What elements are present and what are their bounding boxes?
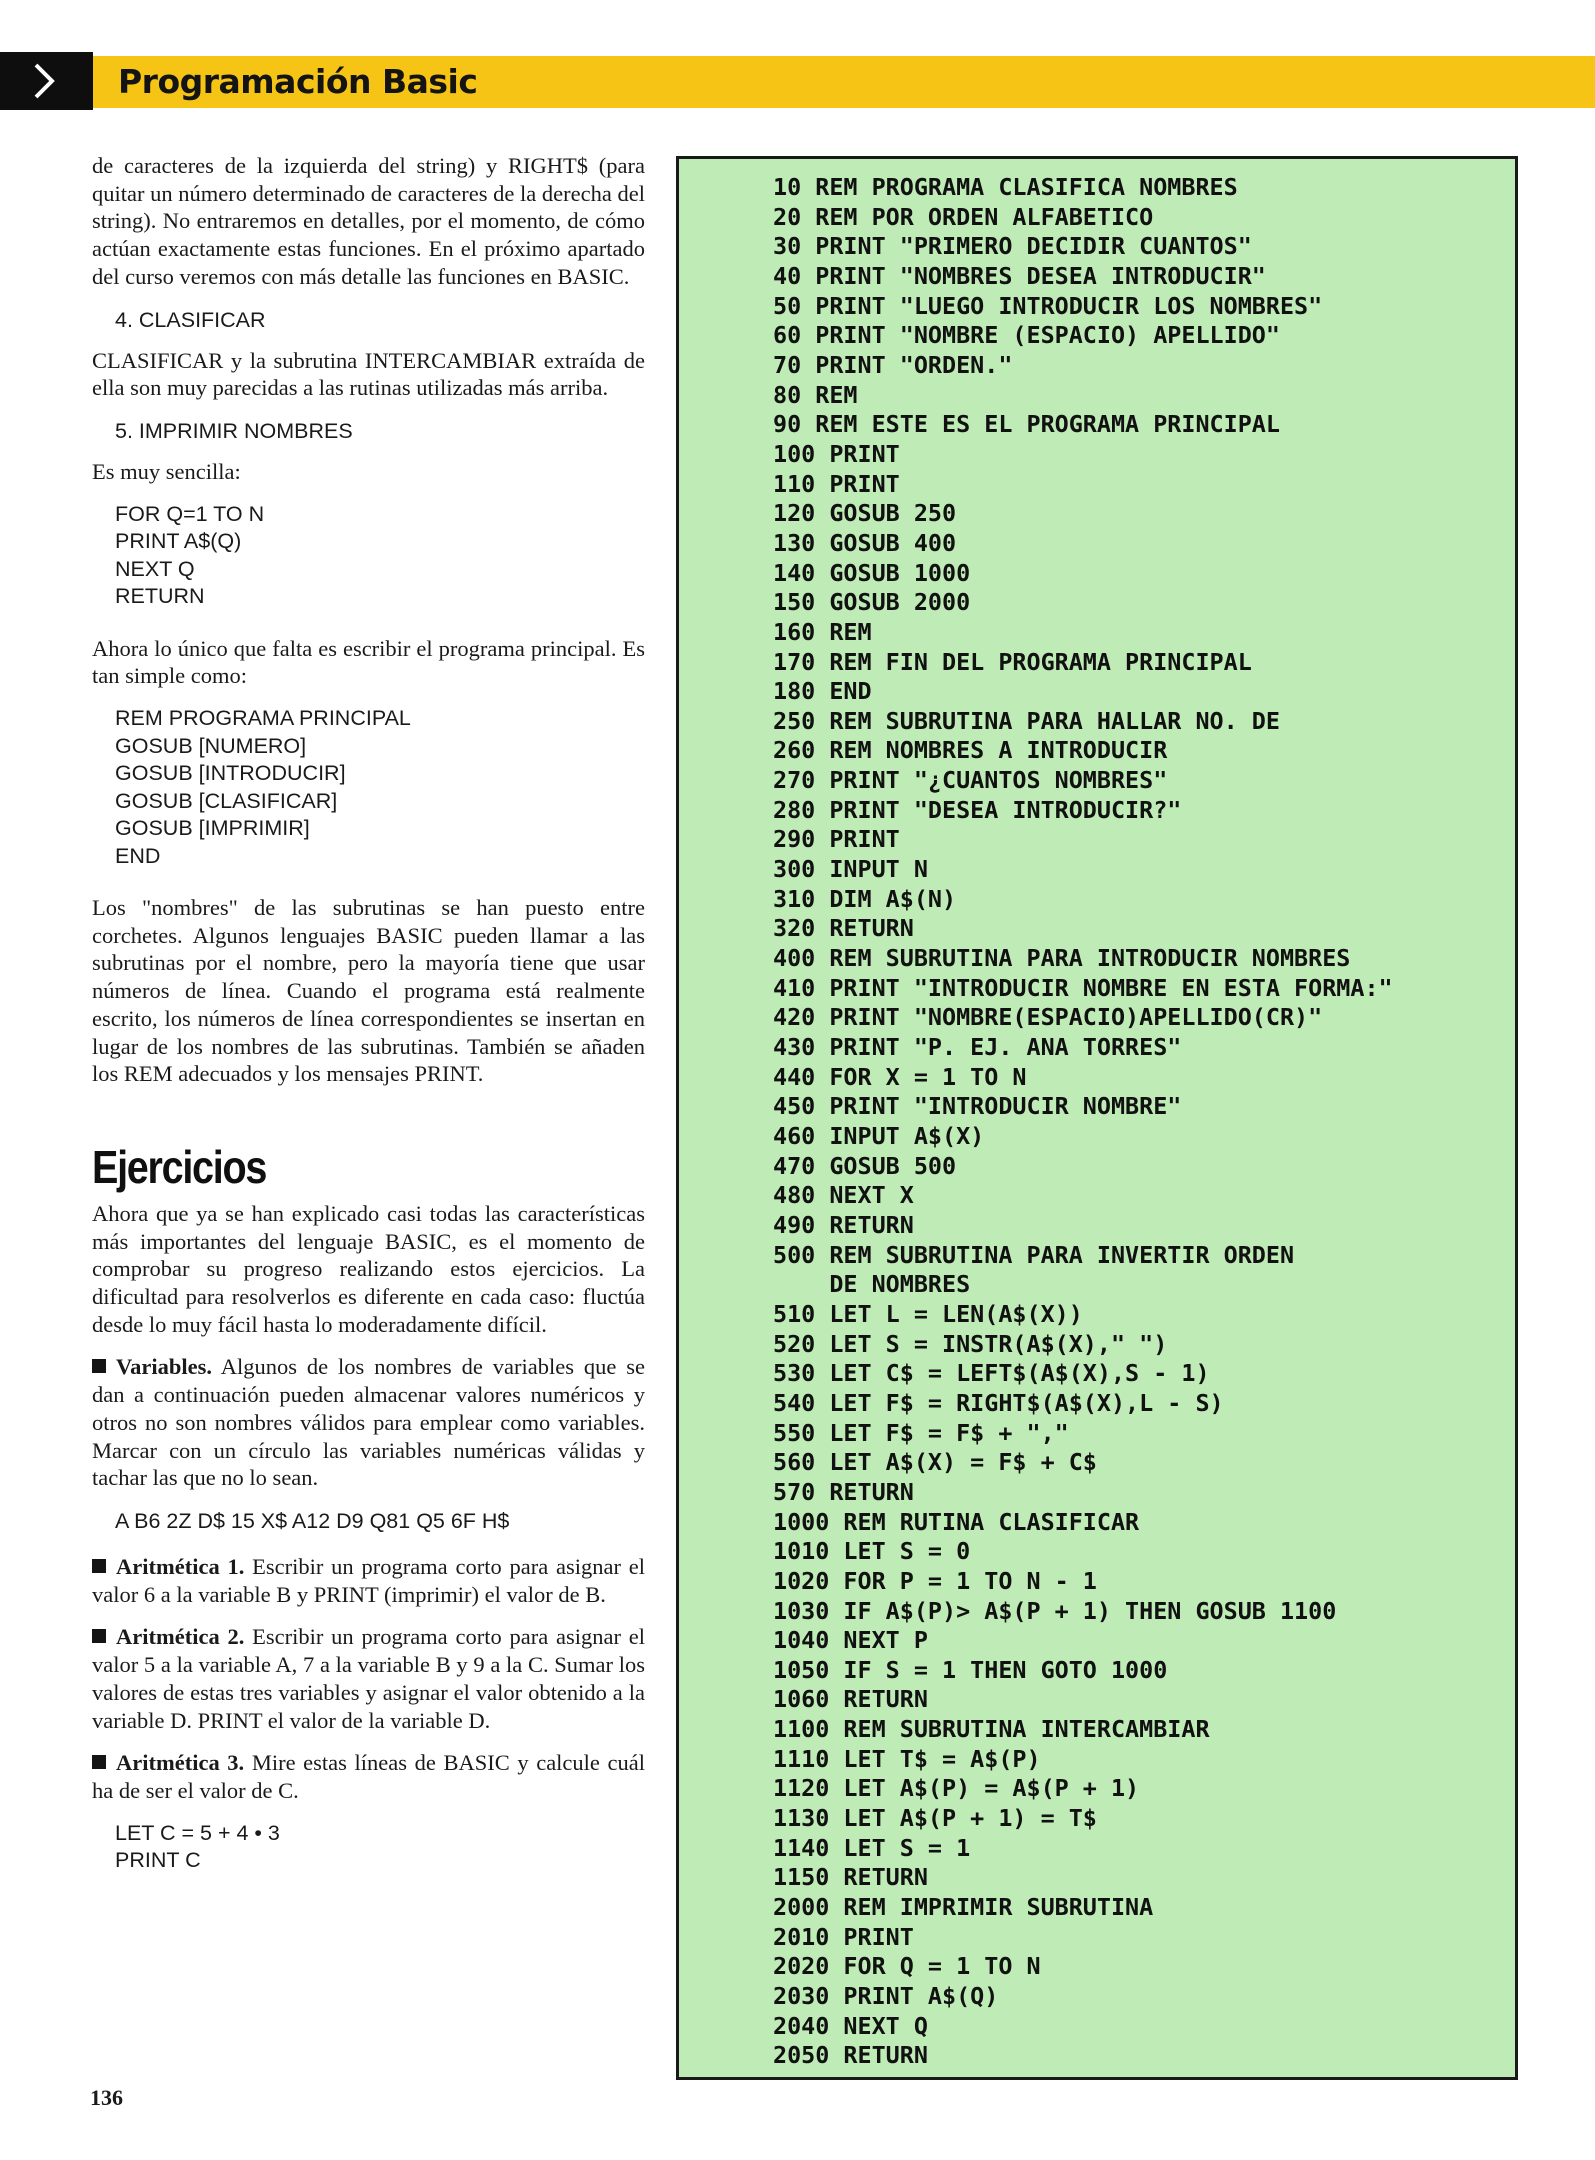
code-line: END <box>115 843 161 868</box>
listing-line: 250 REM SUBRUTINA PARA HALLAR NO. DE <box>773 706 1280 735</box>
code-line: GOSUB [IMPRIMIR] <box>115 816 310 841</box>
listing-line: 1050 IF S = 1 THEN GOTO 1000 <box>773 1655 1168 1684</box>
exercise-title: Aritmética 2. <box>116 1624 245 1650</box>
listing-line: 260 REM NOMBRES A INTRODUCIR <box>773 736 1168 765</box>
code-line: REM PROGRAMA PRINCIPAL <box>115 706 411 731</box>
bullet-icon <box>92 1755 106 1769</box>
exercise-variables <box>92 1353 645 1492</box>
paragraph-nombres: Los "nombres" de las subrutinas se han puesto entre corchetes. Algunos lenguajes BASIC pueden llamar a las subrutinas por el nombre, pero la mayoría tiene que usar números de línea. Cuando el programa está realmente escrito, los números de línea correspondientes se insertan en lugar de los nombres de las subrutinas. También se añaden los REM adecuados y los mensajes PRINT. <box>92 895 645 1087</box>
code-line: LET C = 5 + 4 • 3 <box>115 1820 280 1845</box>
listing-line: 290 PRINT <box>773 825 900 854</box>
code-line: NEXT Q <box>115 556 195 581</box>
listing-line: 410 PRINT "INTRODUCIR NOMBRE EN ESTA FORMA:" <box>773 973 1393 1002</box>
left-column <box>92 152 645 1899</box>
listing-line: 1010 LET S = 0 <box>773 1537 971 1566</box>
listing-line: 2050 RETURN <box>773 2041 928 2070</box>
listing-line: 1150 RETURN <box>773 1863 928 1892</box>
listing-line: 180 END <box>773 677 872 706</box>
exercise-title: Variables. <box>116 1354 213 1380</box>
listing-line: 490 RETURN <box>773 1210 914 1239</box>
listing-line: 460 INPUT A$(X) <box>773 1122 985 1150</box>
heading-imprimir: 5. IMPRIMIR NOMBRES <box>115 418 353 443</box>
exercise-text: Algunos de los nombres de variables que se dan a continuación pueden almacenar valores numéricos y otros no son nombres válidos para emplear como variables. Marcar con un círculo las variables numéricas válidas y tachar las que no lo sean. <box>92 1354 645 1491</box>
variables-list: A B6 2Z D$ 15 X$ A12 D9 Q81 Q5 6F H$ <box>115 1508 510 1533</box>
listing-line: 170 REM FIN DEL PROGRAMA PRINCIPAL <box>773 647 1252 676</box>
listing-line: 70 PRINT "ORDEN." <box>773 350 1013 379</box>
header-title: Programación Basic <box>118 62 478 101</box>
listing-line: 90 REM ESTE ES EL PROGRAMA PRINCIPAL <box>773 410 1280 439</box>
listing-line: 1100 REM SUBRUTINA INTERCAMBIAR <box>773 1715 1210 1744</box>
listing-line: 50 PRINT "LUEGO INTRODUCIR LOS NOMBRES" <box>773 291 1323 320</box>
paragraph-intro: de caracteres de la izquierda del string) y RIGHT$ (para quitar un número determinado de caracteres de la derecha del string). No entraremos en detalles, por el momento, de cómo actúan exactamente estas funciones. En el próximo apartado del curso veremos con más detalle las funciones en BASIC. <box>92 153 645 289</box>
listing-line: 2000 REM IMPRIMIR SUBRUTINA <box>773 1893 1154 1922</box>
listing-line: 300 INPUT N <box>773 855 928 884</box>
listing-line: 2020 FOR Q = 1 TO N <box>773 1952 1041 1981</box>
paragraph-clasificar: CLASIFICAR y la subrutina INTERCAMBIAR extraída de ella son muy parecidas a las rutinas utilizadas más arriba. <box>92 347 645 401</box>
listing-line: 60 PRINT "NOMBRE (ESPACIO) APELLIDO" <box>773 321 1280 350</box>
exercise-aritmetica-2 <box>92 1623 645 1734</box>
exercise-text: Mire estas líneas de BASIC y calcule cuál ha de ser el valor de C. <box>92 1750 645 1803</box>
exercise-aritmetica-1 <box>92 1553 645 1608</box>
listing-line: 80 REM <box>773 380 858 409</box>
heading-clasificar: 4. CLASIFICAR <box>115 307 266 332</box>
bullet-icon <box>92 1559 106 1573</box>
listing-line: 20 REM POR ORDEN ALFABETICO <box>773 202 1154 231</box>
listing-line: 430 PRINT "P. EJ. ANA TORRES" <box>773 1033 1182 1062</box>
listing-line: 1120 LET A$(P) = A$(P + 1) <box>773 1774 1140 1803</box>
code-line: GOSUB [INTRODUCIR] <box>115 761 346 786</box>
listing-line: 1130 LET A$(P + 1) = T$ <box>773 1804 1097 1833</box>
listing-line: 270 PRINT "¿CUANTOS NOMBRES" <box>773 766 1168 795</box>
bullet-icon <box>92 1629 106 1643</box>
listing-line: 400 REM SUBRUTINA PARA INTRODUCIR NOMBRES <box>773 944 1351 973</box>
listing-line: 500 REM SUBRUTINA PARA INVERTIR ORDEN <box>773 1240 1295 1269</box>
listing-line: 140 GOSUB 1000 <box>773 558 971 587</box>
listing-line: 560 LET A$(X) = F$ + C$ <box>773 1448 1097 1477</box>
listing-line: 1020 FOR P = 1 TO N - 1 <box>773 1566 1097 1595</box>
code-imprimir <box>115 501 645 611</box>
listing-line: 420 PRINT "NOMBRE(ESPACIO)APELLIDO(CR)" <box>773 1003 1323 1032</box>
listing-line: 2030 PRINT A$(Q) <box>773 1982 999 2011</box>
listing-line: 2010 PRINT <box>773 1922 914 1951</box>
listing-line: 280 PRINT "DESEA INTRODUCIR?" <box>773 795 1182 824</box>
listing-line: 480 NEXT X <box>773 1181 914 1210</box>
listing-line: 160 REM <box>773 617 872 646</box>
listing-line: 470 GOSUB 500 <box>773 1151 957 1180</box>
code-line: RETURN <box>115 584 205 609</box>
paragraph-principal: Ahora lo único que falta es escribir el programa principal. Es tan simple como: <box>92 635 645 689</box>
bullet-icon <box>92 1359 106 1373</box>
listing-line: 1030 IF A$(P)> A$(P + 1) THEN GOSUB 1100 <box>773 1596 1337 1625</box>
chevron-right-icon <box>24 63 64 99</box>
code-line: PRINT C <box>115 1848 201 1873</box>
program-listing-box <box>676 156 1518 2080</box>
listing-line: 1000 REM RUTINA CLASIFICAR <box>773 1507 1140 1536</box>
paragraph-ejercicios-intro: Ahora que ya se han explicado casi todas las características más importantes del lenguaje BASIC, es el momento de comprobar su progreso realizando estos ejercicios. La dificultad para resolverlos es diferente en cada caso: fluctúa desde lo muy fácil hasta lo moderadamente difícil. <box>92 1200 645 1337</box>
listing-line: 110 PRINT <box>773 469 900 498</box>
exercise-text: Escribir un programa corto para asignar el valor 6 a la variable B y PRINT (imprimir) el valor de B. <box>92 1553 645 1607</box>
exercise-title: Aritmética 1. <box>116 1553 245 1579</box>
listing-line: 510 LET L = LEN(A$(X)) <box>773 1299 1083 1328</box>
section-title-ejercicios: Ejercicios <box>92 1140 267 1193</box>
listing-line: 30 PRINT "PRIMERO DECIDIR CUANTOS" <box>773 232 1252 261</box>
listing-line: 1060 RETURN <box>773 1685 928 1714</box>
code-principal <box>115 705 645 870</box>
listing-line: 2040 NEXT Q <box>773 2011 928 2040</box>
listing-line: 10 REM PROGRAMA CLASIFICA NOMBRES <box>773 173 1238 201</box>
paragraph-sencilla: Es muy sencilla: <box>92 458 241 484</box>
listing-line: 320 RETURN <box>773 914 914 943</box>
listing-line: 130 GOSUB 400 <box>773 528 957 557</box>
listing-line: 120 GOSUB 250 <box>773 499 957 528</box>
code-line: FOR Q=1 TO N <box>115 501 265 526</box>
listing-line: 40 PRINT "NOMBRES DESEA INTRODUCIR" <box>773 261 1266 290</box>
exercise-title: Aritmética 3. <box>116 1750 245 1776</box>
listing-line: 530 LET C$ = LEFT$(A$(X),S - 1) <box>773 1359 1210 1388</box>
code-line: GOSUB [NUMERO] <box>115 733 307 758</box>
page-number: 136 <box>90 2085 123 2110</box>
exercise-text: Escribir un programa corto para asignar el valor 5 a la variable A, 7 a la variable B y 9 a la C. Sumar los valores de estas tres variables y asignar el valor obtenido a la variable D. PRINT el valor de la variable D. <box>92 1624 645 1733</box>
listing-line: 540 LET F$ = RIGHT$(A$(X),L - S) <box>773 1388 1224 1417</box>
exercise-aritmetica-3 <box>92 1749 645 1804</box>
listing-line: 1110 LET T$ = A$(P) <box>773 1744 1041 1773</box>
listing-line: 1140 LET S = 1 <box>773 1833 971 1862</box>
listing-line: 550 LET F$ = F$ + "," <box>773 1418 1069 1447</box>
listing-line: 450 PRINT "INTRODUCIR NOMBRE" <box>773 1092 1182 1121</box>
listing-line: 1040 NEXT P <box>773 1626 928 1655</box>
listing-line: DE NOMBRES <box>773 1270 971 1299</box>
chevron-box <box>0 52 93 110</box>
listing-line: 570 RETURN <box>773 1477 914 1506</box>
listing-line: 150 GOSUB 2000 <box>773 588 971 617</box>
code-line: GOSUB [CLASIFICAR] <box>115 788 338 813</box>
listing-line: 440 FOR X = 1 TO N <box>773 1062 1027 1091</box>
program-listing <box>773 173 1393 2071</box>
code-aritmetica-3 <box>115 1820 645 1875</box>
code-line: PRINT A$(Q) <box>115 529 242 554</box>
listing-line: 100 PRINT <box>773 439 900 468</box>
listing-line: 520 LET S = INSTR(A$(X)," ") <box>773 1329 1168 1358</box>
listing-line: 310 DIM A$(N) <box>773 884 957 913</box>
